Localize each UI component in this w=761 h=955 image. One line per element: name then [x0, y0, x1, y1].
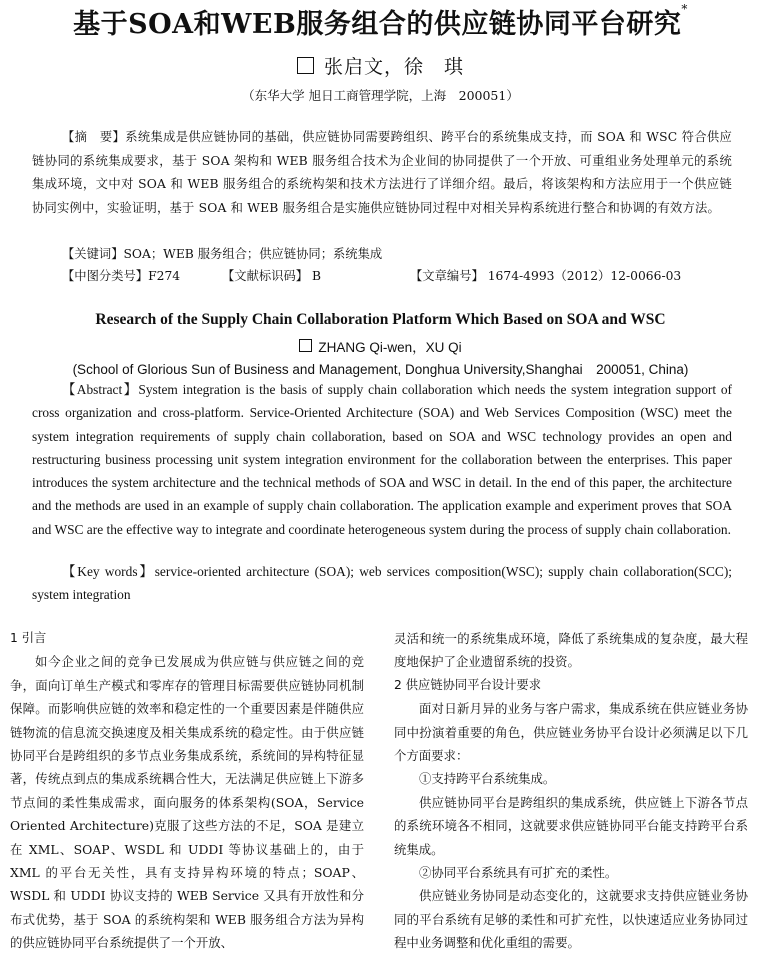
authors-en-text: ZHANG Qi-wen，XU Qi — [318, 340, 462, 355]
body-left-column — [10, 627, 364, 955]
abstract-en-label: 【Abstract】 — [62, 382, 139, 397]
article-number-label: 【文章编号】 — [410, 269, 484, 283]
section-2-heading: 2 供应链协同平台设计要求 — [394, 677, 541, 692]
keywords-cn-text: SOA；WEB 服务组合；供应链协同；系统集成 — [123, 247, 383, 261]
section-2-item-1: ①支持跨平台系统集成。 — [419, 771, 556, 787]
clc-value: F274 — [148, 269, 181, 283]
clc-label: 【中图分类号】 — [62, 269, 149, 283]
title-footnote-mark: * — [681, 2, 688, 16]
affiliation-cn: （东华大学 旭日工商管理学院，上海 200051） — [242, 88, 519, 103]
doc-code-label: 【文献标识码】 — [222, 269, 309, 283]
article-number — [410, 266, 681, 284]
english-title: Research of the Supply Chain Collaboration Platform Which Based on SOA and WSC — [95, 311, 666, 328]
authors-en — [0, 336, 761, 356]
keywords-cn — [62, 243, 761, 267]
section-2-paragraph-3: 供应链业务协同是动态变化的，这就要求支持供应链业务协同的平台系统有足够的柔性和可扩充性，以快速适应业务协同过程中业务调整和优化重组的需要。 — [394, 888, 748, 951]
document-code — [222, 266, 321, 284]
body-right-column — [394, 627, 748, 955]
section-2-paragraph-1: 面对日新月异的业务与客户需求，集成系统在供应链业务协同中扮演着重要的角色，供应链业务协平台设计必须满足以下几个方面要求： — [394, 701, 748, 764]
section-1-heading: 1 引言 — [10, 631, 47, 645]
clc-number — [62, 266, 180, 284]
keywords-en-label: 【Key words】 — [62, 564, 155, 579]
keywords-en — [32, 560, 732, 607]
author-box-en-icon — [299, 339, 312, 352]
abstract-cn-text: 系统集成是供应链协同的基础，供应链协同需要跨组织、跨平台的系统集成支持，而 SOA 和 WSC 符合供应链协同的系统集成要求，基于 SOA 架构和 WEB 服务组合技术为企业间的协同提供了一个开放、可重组业务处理单元的系统集成环境，文中对 SOA 和 WEB 服务组合的系统构架和技术方法进行了详细介绍。最后，将该架构和方法应用于一个供应链协同实例中，实验证明，基于 SOA 和 WEB 服务组合是实施供应链协同过程中对相关异构系统进行整合和协调的有效方法。 — [32, 130, 732, 215]
author-box-icon — [297, 57, 314, 74]
abstract-en-text: System integration is the basis of supply chain collaboration which needs the system integration support of cross organization and cross-platform. Service-Oriented Architecture (SOA) and Web Services Composition (WSC) meet the system integration requirements of supply chain collaboration, based on SOA and WSC technology provides an open and restructuring business processing unit system integration environment for the collaboration between the enterprises. This paper introduces the system architecture and the technical methods of SOA and WSC in detail. In the end of this paper, the architecture and the methods are used in an example of supply chain collaboration. The application example and experiment proves that SOA and WSC are the effective way to integrate and coordinate heterogeneous system during the process of supply chain collaboration. — [32, 382, 732, 537]
section-2-item-2: ②协同平台系统具有可扩充的柔性。 — [419, 865, 618, 881]
abstract-cn-label: 【摘 要】 — [62, 130, 126, 144]
doc-code-value: B — [312, 269, 322, 283]
keywords-cn-label: 【关键词】 — [62, 247, 124, 261]
affiliation-en: (School of Glorious Sun of Business and Management, Donghua University,Shanghai 200051, China) — [72, 362, 689, 377]
paper-title-text: 基于SOA和WEB服务组合的供应链协同平台研究 — [73, 9, 682, 40]
paper-title — [0, 2, 761, 41]
abstract-cn — [32, 126, 732, 220]
article-number-value: 1674-4993（2012）12-0066-03 — [487, 269, 682, 283]
section-1-continued: 灵活和统一的系统集成环境，降低了系统集成的复杂度，最大程度地保护了企业遗留系统的投资。 — [394, 631, 748, 670]
abstract-en — [32, 378, 732, 541]
section-1-paragraph: 如今企业之间的竞争已发展成为供应链与供应链之间的竞争，面向订单生产模式和零库存的管理目标需要供应链协同机制保障。而影响供应链的效率和稳定性的一个重要因素是伴随供应链物流的信息流交换速度及相关集成系统的稳定性。由于供应链协同平台是跨组织的多节点业务集成系统，系统间的异构特征显著，传统点到点的集成系统耦合性大，无法满足供应链上下游多节点间的柔性集成需求，面向服务的体系架构(SOA，Service Oriented Architecture)克服了这些方法的不足，SOA 是建立在 XML、SOAP、WSDL 和 UDDI 等协议基础上的，由于 XML 的平台无关性，具有支持异构环境的特点；SOAP、WSDL 和 UDDI 协议支持的 WEB Service 又具有开放性和分布式优势，基于 SOA 的系统构架和 WEB 服务组合方法为异构的供应链协同平台系统提供了一个开放、 — [10, 654, 364, 951]
section-2-paragraph-2: 供应链协同平台是跨组织的集成系统，供应链上下游各节点的系统环境各不相同，这就要求供应链协同平台能支持跨平台系统集成。 — [394, 794, 748, 857]
keywords-en-text: service-oriented architecture (SOA); web services composition(WSC); supply chain collaboration(SCC); system integration — [32, 564, 733, 603]
authors-cn-text: 张启文，徐 琪 — [323, 56, 464, 78]
authors-cn — [0, 52, 761, 79]
